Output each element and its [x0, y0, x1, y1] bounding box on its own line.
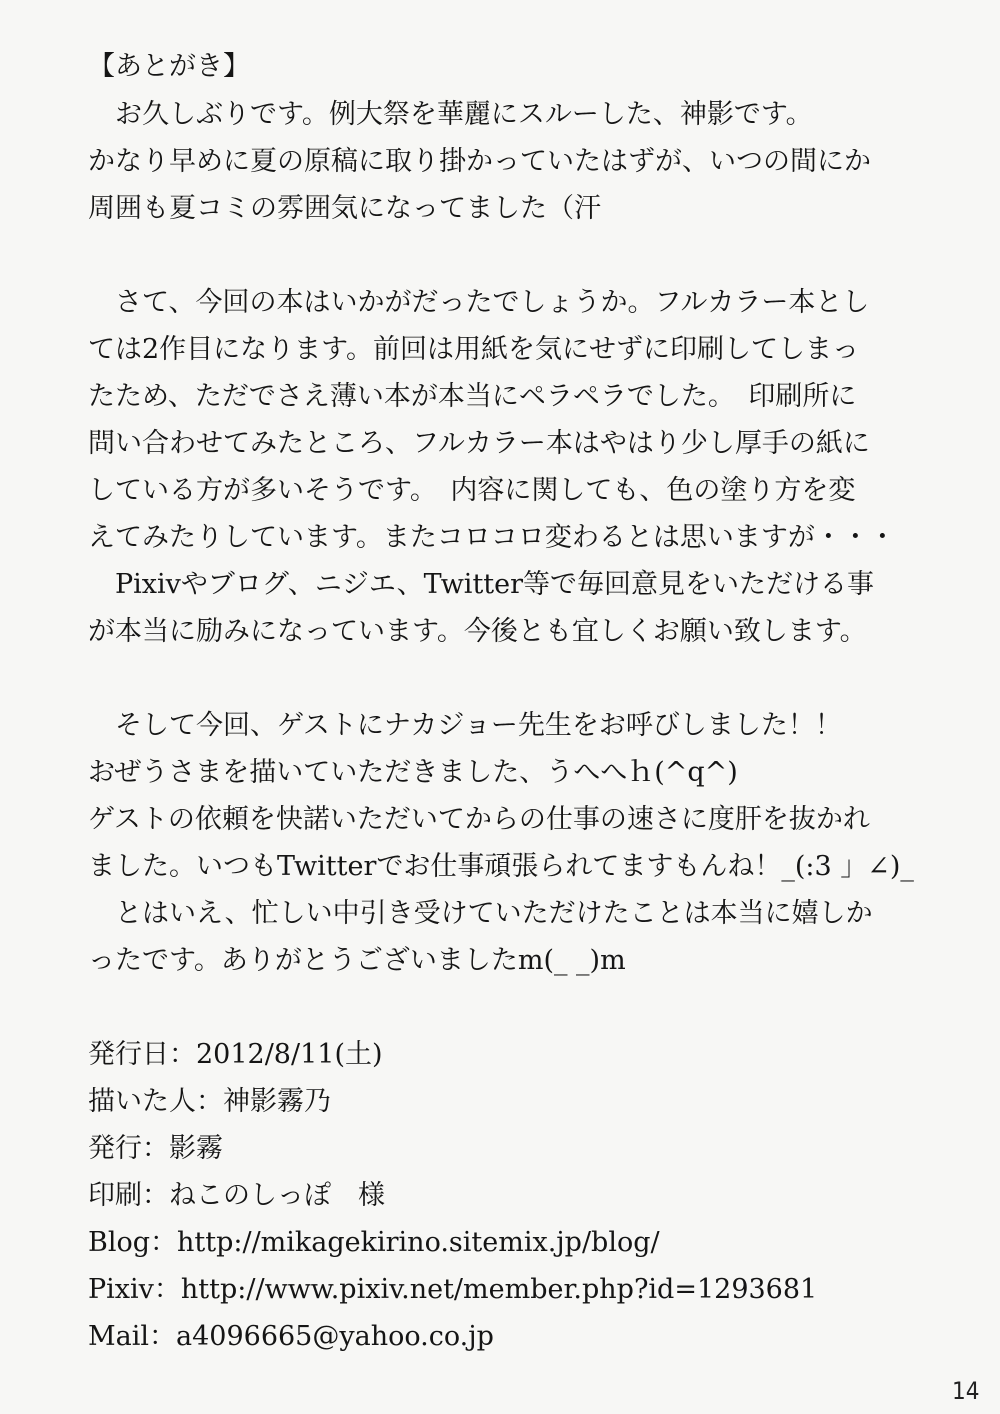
afterword-heading: 【あとがき】 [88, 51, 250, 82]
colophon-artist: 描いた人：神影霧乃 [88, 1086, 331, 1117]
colophon-printer: 印刷：ねこのしっぽ 様 [88, 1180, 385, 1211]
colophon-pixiv-url: Pixiv：http://www.pixiv.net/member.php?id=1293681 [88, 1274, 818, 1305]
paragraph1-line-3: 周囲も夏コミの雰囲気になってました（汗 [88, 193, 601, 224]
colophon-blog-url: Blog：http://mikagekirino.sitemix.jp/blog/ [88, 1227, 660, 1258]
paragraph2-line-2: ては2作目になります。前回は用紙を気にせずに印刷してしまっ [88, 334, 860, 365]
paragraph2-line-1: さて、今回の本はいかがだったでしょうか。フルカラー本とし [115, 287, 870, 318]
paragraph2-line-4: 問い合わせてみたところ、フルカラー本はやはり少し厚手の紙に [88, 428, 870, 459]
paragraph2-line-5: している方が多いそうです。 内容に関しても、色の塗り方を変 [88, 475, 856, 506]
paragraph1-line-2: かなり早めに夏の原稿に取り掛かっていたはずが、いつの間にか [88, 146, 871, 177]
paragraph2-line-3: たため、ただでさえ薄い本が本当にペラペラでした。 印刷所に [88, 381, 857, 412]
paragraph2-line-8: が本当に励みになっています。今後とも宜しくお願い致します。 [88, 616, 867, 647]
paragraph2-line-6: えてみたりしています。またコロコロ変わるとは思いますが・・・ [88, 522, 896, 553]
colophon-date: 発行日：2012/8/11(土) [88, 1039, 383, 1070]
paragraph3-line-3: ゲストの依頼を快諾いただいてからの仕事の速さに度肝を抜かれ [88, 804, 870, 835]
paragraph2-line-7: Pixivやブログ、ニジエ、Twitter等で毎回意見をいただける事 [115, 569, 875, 600]
colophon-publisher: 発行：影霧 [88, 1133, 223, 1164]
paragraph3-line-2: おぜうさまを描いていただきました、うへへｈ(^q^) [88, 757, 738, 788]
paragraph3-line-6: ったです。ありがとうございましたm(_ _)m [88, 945, 626, 976]
paragraph3-line-4: ました。いつもTwitterでお仕事頑張られてますもんね！_(:3 」∠)_ [88, 851, 914, 882]
colophon-mail: Mail：a4096665@yahoo.co.jp [88, 1321, 494, 1352]
paragraph3-line-5: とはいえ、忙しい中引き受けていただけたことは本当に嬉しか [115, 898, 873, 929]
paragraph1-line-1: お久しぶりです。例大祭を華麗にスルーした、神影です。 [115, 99, 813, 130]
page-number: 14 [952, 1377, 980, 1405]
paragraph3-line-1: そして今回、ゲストにナカジョー先生をお呼びしました！！ [115, 710, 842, 741]
